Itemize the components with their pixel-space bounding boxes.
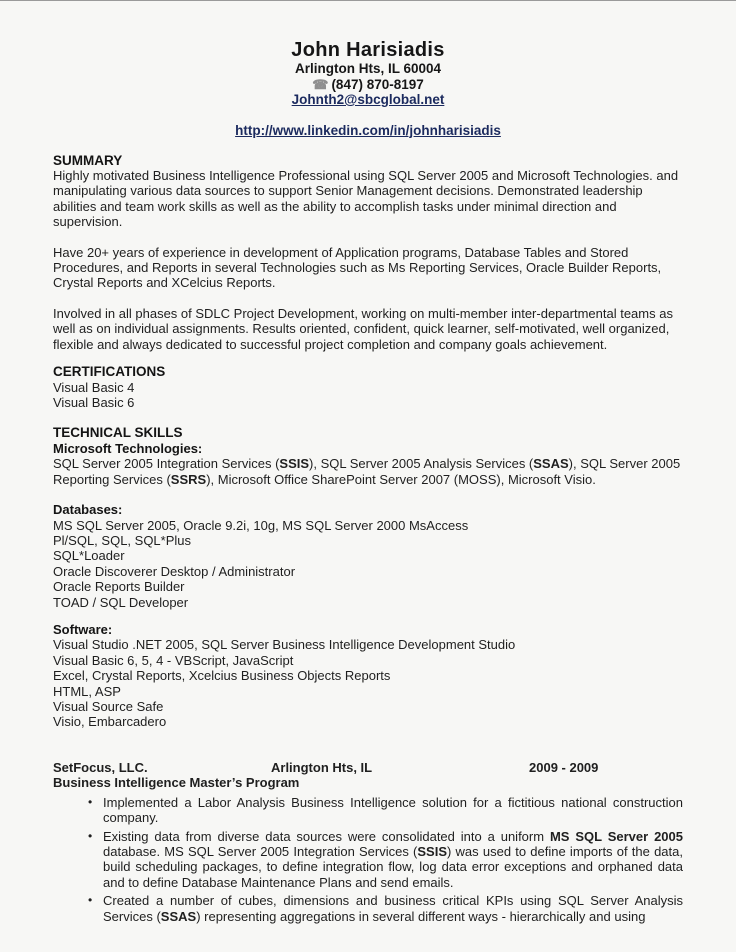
bullet-text: Existing data from diverse data sources were consolidated into a uniform MS SQL Server 2005 database. MS SQL Server 2005 Integration Services (SSIS) was used to define imports of the data, build scheduling packages, to define integration flow, log data error exceptions and orphaned data and to define Database Maintenance Plans and send emails. [103, 828, 683, 890]
bullet-text: Created a number of cubes, dimensions and business critical KPIs using SQL Server Analysis Services (SSAS) representing aggregations in several different ways - hierarchically and using [103, 893, 683, 924]
software-title: Software: [53, 621, 113, 637]
technical-skills-heading: TECHNICAL SKILLS [53, 425, 183, 441]
certifications-heading: CERTIFICATIONS [53, 364, 166, 380]
resume-page [0, 1, 736, 952]
company-location: Arlington Hts, IL [271, 759, 373, 775]
bullet-item [53, 829, 683, 891]
database-item: MS SQL Server 2005, Oracle 9.2i, 10g, MS SQL Server 2000 MsAccess [53, 517, 469, 533]
company-name: SetFocus, LLC. [53, 759, 148, 775]
bullet-marker: • [88, 828, 93, 843]
certification-item: Visual Basic 4 [53, 379, 135, 395]
experience-bullets [53, 795, 683, 924]
candidate-name: John Harisiadis [291, 39, 445, 61]
resume-header [53, 39, 683, 139]
bullet-marker: • [88, 794, 93, 809]
summary-paragraph: Have 20+ years of experience in development of Application programs, Database Tables and Stored Procedures, and Reports in several Technologies such as Ms Reporting Services, Oracle Builder Reports, Crystal Reports and XCelcius Reports. [53, 244, 662, 291]
linkedin-row [53, 123, 683, 139]
software-item: Visual Basic 6, 5, 4 - VBScript, JavaScript [53, 652, 294, 668]
candidate-address: Arlington Hts, IL 60004 [294, 61, 442, 76]
database-item: Oracle Reports Builder [53, 579, 185, 595]
software-item: Visio, Embarcadero [53, 714, 167, 730]
certifications-section [53, 364, 683, 410]
microsoft-technologies-title: Microsoft Technologies: [53, 440, 203, 456]
summary-heading: SUMMARY [53, 152, 123, 168]
telephone-icon: ☎ [312, 76, 329, 92]
bullet-marker: • [88, 893, 93, 908]
database-item: Pl/SQL, SQL, SQL*Plus [53, 532, 192, 548]
software-item: Visual Source Safe [53, 698, 164, 714]
databases-group [53, 502, 683, 610]
databases-title: Databases: [53, 502, 123, 518]
database-item: SQL*Loader [53, 548, 125, 564]
bullet-text: Implemented a Labor Analysis Business Intelligence solution for a fictitious national construction company. [103, 794, 683, 826]
software-item: Excel, Crystal Reports, Xcelcius Business Objects Reports [53, 668, 391, 684]
technical-skills-section [53, 425, 683, 729]
certification-item: Visual Basic 6 [53, 394, 135, 410]
program-title: Business Intelligence Master’s Program [53, 775, 300, 791]
software-item: Visual Studio .NET 2005, SQL Server Business Intelligence Development Studio [53, 637, 516, 653]
email-row [53, 92, 683, 108]
summary-section [53, 153, 683, 353]
linkedin-link[interactable]: http://www.linkedin.com/in/johnharisiadis [235, 122, 501, 138]
summary-paragraph: Involved in all phases of SDLC Project Development, working on multi-member inter-departmental teams as well as on individual assignments. Results oriented, confident, quick learner, self-motivated, well organized, flexible and always dedicated to successful project completion and company goals achievement. [53, 305, 673, 352]
experience-section [53, 760, 683, 924]
experience-header-row [53, 760, 683, 776]
bullet-item [53, 795, 683, 826]
phone-row [53, 77, 683, 93]
microsoft-technologies-content: SQL Server 2005 Integration Services (SSIS), SQL Server 2005 Analysis Services (SSAS), SQL Server 2005 Reporting Services (SSRS), Microsoft Office SharePoint Server 2007 (MOSS), Microsoft Visio. [53, 456, 681, 487]
email-link[interactable]: Johnth2@sbcglobal.net [291, 92, 445, 107]
database-item: Oracle Discoverer Desktop / Administrator [53, 563, 296, 579]
software-group [53, 622, 683, 730]
summary-paragraph: Highly motivated Business Intelligence Professional using SQL Server 2005 and Microsoft Technologies. and manipulating various data sources to support Senior Management decisions. Demonstrated leadership abilities and team work skills as well as the ability to accomplish tasks under minimal direction and supervision. [53, 168, 679, 230]
employment-dates: 2009 - 2009 [529, 759, 599, 775]
database-item: TOAD / SQL Developer [53, 594, 189, 610]
phone-number: (847) 870-8197 [331, 76, 424, 92]
bullet-item [53, 893, 683, 924]
software-item: HTML, ASP [53, 683, 121, 699]
